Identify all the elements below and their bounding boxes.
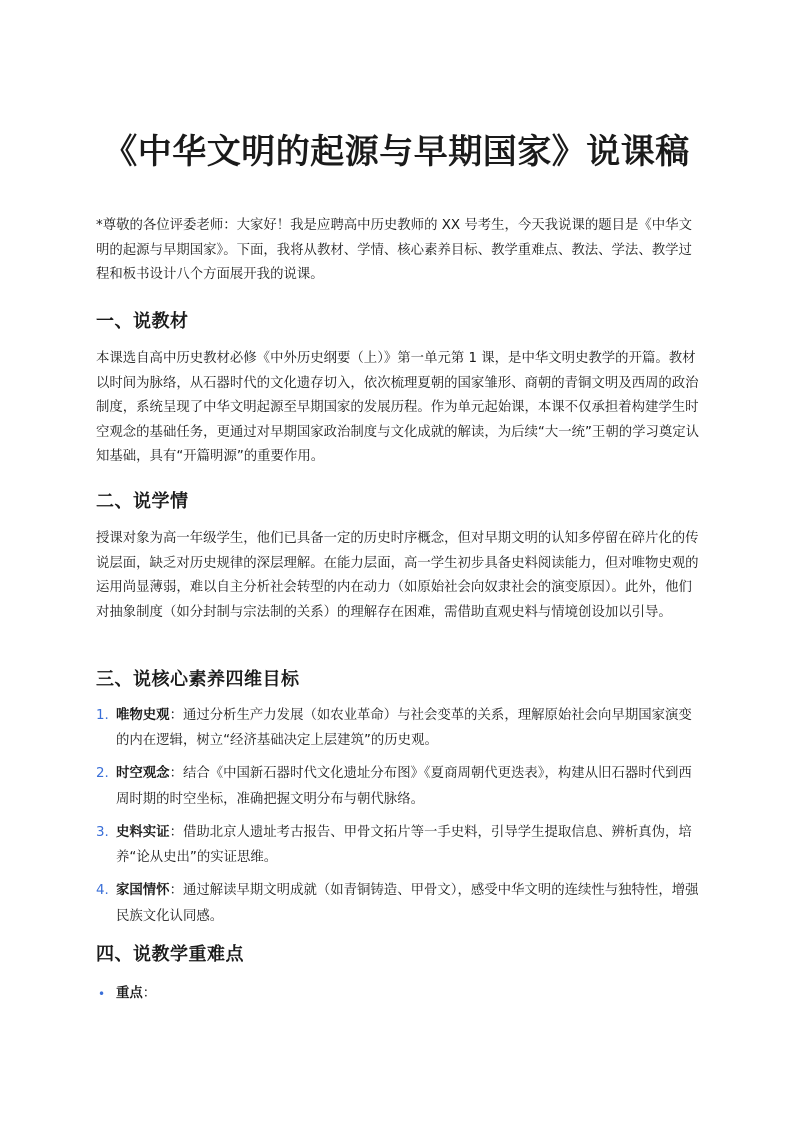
section-body: 本课选自高中历史教材必修《中外历史纲要（上）》第一单元第 1 课，是中华文明史教学的开篇。教材以时间为脉络，从石器时代的文化遗存切入，依次梳理夏朝的国家雏形、商朝的青铜文明及西周的政治制度，系统呈现了中华文明起源至早期国家的发展历程。作为单元起始课，本课不仅承担着构建学生时空观念的基础任务，更通过对早期国家政治制度与文化成就的解读，为后续“大一统”王朝的学习奠定认知基础，具有“开篇明源”的重要作用。: [96, 351, 700, 465]
list-item: [96, 703, 704, 754]
list-item-term: 唯物史观: [116, 708, 170, 723]
list-item-term: 重点: [116, 986, 143, 1001]
list-number: 1.: [96, 708, 109, 723]
section-heading: 二、说学情: [96, 491, 189, 512]
section-body: 授课对象为高一年级学生，他们已具备一定的历史时序概念，但对早期文明的认知多停留在碎片化的传说层面，缺乏对历史规律的深层理解。在能力层面，高一学生初步具备史料阅读能力，但对唯物史观的运用尚显薄弱，难以自主分析社会转型的内在动力（如原始社会向奴隶社会的演变原因）。此外，他们对抽象制度（如分封制与宗法制的关系）的理解存在困难，需借助直观史料与情境创设加以引导。: [96, 531, 699, 620]
list-number: 4.: [96, 883, 109, 899]
list-item-text: ：通过分析生产力发展（如农业革命）与社会变革的关系，理解原始社会向早期国家演变的内在逻辑，树立“经济基础决定上层建筑”的历史观。: [116, 708, 692, 749]
goals-list: [96, 703, 704, 929]
list-item-text: ：结合《中国新石器时代文化遗址分布图》《夏商周朝代更迭表》，构建从旧石器时代到西周时期的时空坐标，准确把握文明分布与朝代脉络。: [116, 766, 692, 807]
section-key-difficult-points: [96, 941, 704, 1006]
list-item-term: 家国情怀: [116, 883, 170, 899]
list-number: 3.: [96, 824, 109, 840]
section-heading: 一、说教材: [96, 311, 189, 332]
list-number: 2.: [96, 766, 109, 782]
list-item-text: ：借助北京人遗址考古报告、甲骨文拓片等一手史料，引导学生提取信息、辨析真伪，培养“论从史出”的实证思维。: [116, 824, 692, 866]
list-item: [96, 878, 704, 929]
section-heading: 三、说核心素养四维目标: [96, 669, 300, 690]
section-core-competency-goals: [96, 666, 704, 937]
keypoints-list: [96, 982, 704, 1006]
section-heading: 四、说教学重难点: [96, 944, 244, 965]
list-item-term: 史料实证: [116, 824, 170, 840]
list-item: [96, 820, 704, 871]
list-item-term: 时空观念: [116, 766, 170, 782]
list-item-text: ：: [142, 986, 157, 1001]
section-student-analysis: [96, 488, 704, 625]
document-title: 《中华文明的起源与早期国家》说课稿: [103, 132, 690, 172]
intro-paragraph: *尊敬的各位评委老师：大家好！我是应聘高中历史教师的 XX 号考生，今天我说课的题目是《中华文明的起源与早期国家》。下面，我将从教材、学情、核心素养目标、教学重难点、教法、学法、教学过程和板书设计八个方面展开我的说课。: [96, 218, 692, 283]
list-item: [96, 761, 704, 812]
list-item: [96, 982, 704, 1006]
list-item-text: ：通过解读早期文明成就（如青铜铸造、甲骨文），感受中华文明的连续性与独特性，增强民族文化认同感。: [116, 883, 699, 924]
bullet-icon: •: [98, 987, 106, 1001]
section-teaching-material: [96, 308, 704, 470]
